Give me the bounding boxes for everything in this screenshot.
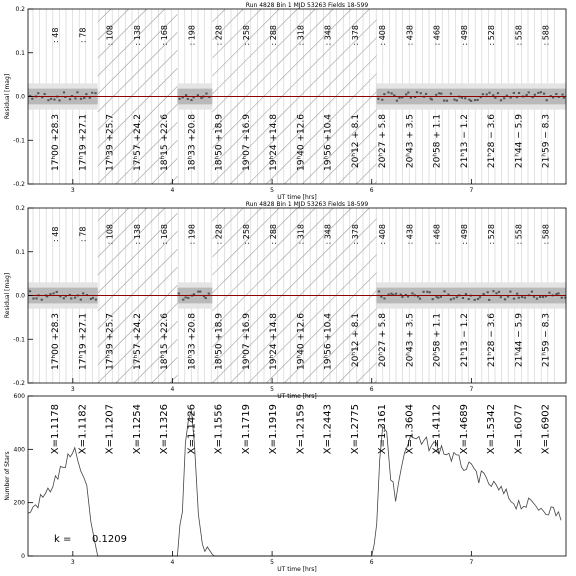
residual-point bbox=[470, 100, 472, 102]
residual-point bbox=[486, 93, 488, 95]
coord-label: 20ʰ58 + 1.1 bbox=[432, 114, 443, 169]
residual-point bbox=[47, 99, 49, 101]
residual-point bbox=[539, 296, 541, 298]
residual-point bbox=[477, 99, 479, 101]
residual-point bbox=[422, 291, 424, 293]
field-label: : 438 bbox=[405, 223, 415, 245]
residual-point bbox=[405, 93, 407, 95]
residual-point bbox=[492, 94, 494, 96]
airmass-label: X=1.2443 bbox=[322, 404, 334, 455]
residual-point bbox=[197, 94, 199, 96]
coord-label: 17ʰ19 +27.1 bbox=[78, 313, 89, 370]
coord-label: 17ʰ39 +25.7 bbox=[105, 313, 116, 370]
coord-label: 20ʰ12 + 8.1 bbox=[350, 313, 361, 368]
field-label: : 288 bbox=[269, 24, 279, 46]
coord-label: 18ʰ33 +20.8 bbox=[187, 114, 198, 171]
residual-point bbox=[456, 296, 458, 298]
residual-point bbox=[401, 296, 403, 298]
field-label: : 78 bbox=[78, 226, 88, 242]
field-label: : 48 bbox=[51, 226, 60, 242]
residual-point bbox=[494, 97, 496, 99]
residual-point bbox=[182, 299, 184, 301]
residual-point bbox=[474, 299, 476, 301]
x-tick-label: 4 bbox=[170, 559, 175, 566]
residual-point bbox=[536, 298, 538, 300]
residual-point bbox=[516, 293, 518, 295]
residual-point bbox=[49, 293, 51, 295]
residual-point bbox=[407, 92, 409, 94]
residual-point bbox=[70, 297, 72, 299]
field-label: : 408 bbox=[378, 223, 388, 245]
coord-label: 18ʰ15 +22.6 bbox=[160, 114, 171, 171]
residual-point bbox=[533, 296, 535, 298]
y-axis-label: Number of Stars bbox=[4, 451, 11, 501]
residual-point bbox=[548, 292, 550, 294]
residual-point bbox=[377, 98, 379, 100]
field-label: : 588 bbox=[541, 24, 551, 46]
residual-point bbox=[44, 93, 46, 95]
field-label: : 438 bbox=[405, 24, 415, 46]
residual-point bbox=[380, 296, 382, 298]
coord-label: 17ʰ00 +28.3 bbox=[51, 313, 61, 370]
y-tick-label: 0.1 bbox=[15, 248, 25, 256]
residual-point bbox=[85, 93, 87, 95]
residual-point bbox=[393, 94, 395, 96]
y-axis-label: Residual [mag] bbox=[4, 272, 11, 319]
residual-point bbox=[497, 92, 499, 94]
field-label: : 48 bbox=[51, 27, 60, 43]
coord-label: 20ʰ43 + 3.5 bbox=[405, 313, 416, 368]
x-tick-label: 5 bbox=[270, 559, 275, 566]
residual-point bbox=[456, 99, 458, 101]
residual-point bbox=[443, 290, 445, 292]
x-tick-label: 5 bbox=[270, 187, 275, 194]
x-tick-label: 3 bbox=[70, 386, 75, 393]
x-axis-label: UT time [hrs] bbox=[277, 566, 317, 573]
field-label: : 168 bbox=[160, 223, 170, 245]
residual-point bbox=[498, 291, 500, 293]
x-tick-label: 6 bbox=[369, 386, 374, 393]
field-label: : 408 bbox=[378, 24, 388, 46]
field-label: : 528 bbox=[487, 223, 497, 245]
coord-label: 20ʰ27 + 5.8 bbox=[378, 114, 389, 169]
x-tick-label: 5 bbox=[270, 386, 275, 393]
residual-point bbox=[462, 297, 464, 299]
residual-point bbox=[91, 92, 93, 94]
residual-point bbox=[89, 97, 91, 99]
residual-point bbox=[383, 297, 385, 299]
residual-point bbox=[500, 99, 502, 101]
residual-point bbox=[53, 98, 55, 100]
field-label: : 78 bbox=[78, 27, 88, 43]
residual-point bbox=[500, 296, 502, 298]
residual-point bbox=[95, 299, 97, 301]
coord-label: 17ʰ19 +27.1 bbox=[78, 113, 89, 171]
x-axis-label: UT time [hrs] bbox=[277, 194, 317, 201]
coord-label: 21ʰ28 − 3.6 bbox=[487, 313, 498, 368]
hatch-line bbox=[572, 9, 576, 184]
residual-point bbox=[69, 98, 71, 100]
residual-point bbox=[74, 97, 76, 99]
field-label: : 228 bbox=[214, 24, 224, 46]
residual-point bbox=[190, 99, 192, 101]
residual-point bbox=[187, 297, 189, 299]
residual-point bbox=[540, 91, 542, 93]
residual-point bbox=[492, 290, 494, 292]
field-label: : 348 bbox=[323, 24, 333, 46]
residual-point bbox=[528, 91, 530, 93]
residual-point bbox=[483, 293, 485, 295]
residual-point bbox=[187, 98, 189, 100]
airmass-label: X=1.1556 bbox=[213, 404, 225, 455]
residual-point bbox=[557, 292, 559, 294]
field-label: : 288 bbox=[269, 223, 279, 245]
field-label: : 498 bbox=[459, 24, 469, 46]
y-axis-label: Residual [mag] bbox=[4, 73, 11, 120]
chart-title-1: Run 4828 Bin 1 MJD 53263 Fields 18-599 bbox=[245, 2, 369, 9]
field-label: : 588 bbox=[541, 223, 551, 245]
residual-point bbox=[80, 98, 82, 100]
coord-label: 19ʰ40 +12.6 bbox=[296, 114, 307, 171]
airmass-label: X=1.2159 bbox=[295, 404, 307, 455]
residual-point bbox=[387, 91, 389, 93]
residual-point bbox=[504, 298, 506, 300]
field-label: : 108 bbox=[105, 223, 115, 245]
x-tick-label: 6 bbox=[369, 559, 374, 566]
coord-label: 18ʰ33 +20.8 bbox=[187, 313, 198, 370]
residual-point bbox=[76, 91, 78, 93]
y-tick-label: 0.2 bbox=[15, 205, 25, 212]
residual-point bbox=[546, 99, 548, 101]
residual-point bbox=[443, 100, 445, 102]
residual-point bbox=[435, 94, 437, 96]
y-tick-label: 400 bbox=[13, 446, 25, 454]
x-tick-label: 6 bbox=[369, 187, 374, 194]
residual-point bbox=[398, 97, 400, 99]
airmass-label: X=1.3161 bbox=[377, 404, 389, 455]
residual-point bbox=[453, 99, 455, 101]
x-axis-label: UT time [hrs] bbox=[277, 393, 317, 400]
y-tick-label: 600 bbox=[13, 393, 25, 400]
x-tick-label: 7 bbox=[469, 559, 474, 566]
coord-label: 20ʰ43 + 3.5 bbox=[405, 114, 416, 169]
residual-point bbox=[425, 93, 427, 95]
residual-point bbox=[561, 94, 563, 96]
coord-label: 17ʰ39 +25.7 bbox=[105, 113, 116, 171]
residual-point bbox=[438, 92, 440, 94]
residual-point bbox=[513, 298, 515, 300]
residual-point bbox=[461, 97, 463, 99]
k-label: k = bbox=[54, 534, 72, 545]
residual-point bbox=[185, 94, 187, 96]
residual-point bbox=[526, 94, 528, 96]
field-label: : 558 bbox=[514, 223, 524, 245]
residual-point bbox=[82, 292, 84, 294]
residual-point bbox=[396, 100, 398, 102]
residual-point bbox=[488, 299, 490, 301]
residual-point bbox=[390, 293, 392, 295]
x-tick-label: 3 bbox=[70, 187, 75, 194]
airmass-label: X=1.3604 bbox=[404, 404, 416, 455]
residual-point bbox=[474, 99, 476, 101]
coord-label: 21ʰ59 − 8.3 bbox=[541, 114, 552, 169]
field-label: : 258 bbox=[241, 223, 251, 245]
x-tick-label: 4 bbox=[170, 187, 175, 194]
residual-point bbox=[482, 93, 484, 95]
y-tick-label: -0.2 bbox=[13, 181, 25, 188]
coord-label: 20ʰ27 + 5.8 bbox=[378, 313, 389, 368]
residual-point bbox=[58, 99, 60, 101]
residual-point bbox=[555, 293, 557, 295]
residual-point bbox=[453, 298, 455, 300]
field-label: : 378 bbox=[350, 24, 360, 46]
airmass-label: X=1.2775 bbox=[349, 404, 361, 455]
residual-point bbox=[446, 100, 448, 102]
field-label: : 378 bbox=[350, 223, 360, 245]
residual-point bbox=[561, 297, 563, 299]
coord-label: 19ʰ24 +14.8 bbox=[269, 114, 280, 171]
airmass-label: X=1.1178 bbox=[50, 404, 61, 455]
y-tick-label: -0.1 bbox=[13, 137, 25, 145]
airmass-label: X=1.5342 bbox=[486, 404, 498, 455]
y-tick-label: 0.0 bbox=[15, 93, 25, 101]
coord-label: 18ʰ50 +18.9 bbox=[214, 313, 225, 370]
residual-point bbox=[479, 296, 481, 298]
residual-point bbox=[90, 298, 92, 300]
airmass-label: X=1.1326 bbox=[159, 404, 171, 455]
field-label: : 138 bbox=[132, 223, 142, 245]
airmass-label: X=1.1719 bbox=[240, 404, 252, 455]
coord-label: 19ʰ24 +14.8 bbox=[269, 313, 280, 370]
airmass-label: X=1.1919 bbox=[268, 404, 280, 455]
coord-label: 18ʰ15 +22.6 bbox=[160, 313, 171, 370]
residual-point bbox=[35, 297, 37, 299]
hatch-line bbox=[572, 208, 576, 383]
field-label: : 108 bbox=[105, 24, 115, 46]
residual-point bbox=[197, 291, 199, 293]
residual-point bbox=[419, 298, 421, 300]
field-label: : 198 bbox=[187, 223, 197, 245]
residual-point bbox=[429, 291, 431, 293]
x-tick-label: 4 bbox=[170, 386, 175, 393]
coord-label: 18ʰ50 +18.9 bbox=[214, 114, 225, 171]
field-label: : 228 bbox=[214, 223, 224, 245]
residual-point bbox=[477, 298, 479, 300]
residual-point bbox=[518, 92, 520, 94]
residual-point bbox=[543, 93, 545, 95]
residual-point bbox=[440, 296, 442, 298]
coord-label: 17ʰ57 +24.2 bbox=[132, 313, 143, 370]
residual-point bbox=[185, 296, 187, 298]
field-label: : 528 bbox=[487, 24, 497, 46]
residual-point bbox=[178, 98, 180, 100]
field-label: : 168 bbox=[160, 24, 170, 46]
residual-point bbox=[450, 298, 452, 300]
residual-point bbox=[542, 296, 544, 298]
residual-point bbox=[208, 293, 210, 295]
residual-point bbox=[464, 97, 466, 99]
y-tick-label: 0 bbox=[21, 553, 25, 560]
y-tick-label: -0.2 bbox=[13, 380, 25, 387]
residual-point bbox=[431, 99, 433, 101]
residual-point bbox=[178, 293, 180, 295]
residual-point bbox=[205, 93, 207, 95]
x-tick-label: 7 bbox=[469, 386, 474, 393]
field-label: : 138 bbox=[132, 24, 142, 46]
coord-label: 21ʰ59 − 8.3 bbox=[541, 313, 552, 368]
field-label: : 468 bbox=[432, 223, 442, 245]
hatch-line bbox=[566, 9, 576, 184]
field-label: : 348 bbox=[323, 223, 333, 245]
residual-point bbox=[426, 291, 428, 293]
residual-point bbox=[200, 97, 202, 99]
residual-point bbox=[432, 298, 434, 300]
residual-point bbox=[80, 299, 82, 301]
field-label: : 498 bbox=[459, 223, 469, 245]
field-label: : 468 bbox=[432, 24, 442, 46]
residual-point bbox=[416, 91, 418, 93]
field-label: : 318 bbox=[296, 223, 306, 245]
hatch-line bbox=[0, 9, 3, 184]
airmass-label: X=1.1182 bbox=[77, 404, 89, 455]
hatch-line bbox=[0, 208, 3, 383]
residual-point bbox=[378, 290, 380, 292]
residual-point bbox=[411, 292, 413, 294]
chart-title-2: Run 4828 Bin 1 MJD 53263 Fields 18-599 bbox=[245, 201, 369, 208]
residual-point bbox=[37, 92, 39, 94]
coord-label: 19ʰ40 +12.6 bbox=[296, 313, 307, 370]
coord-label: 21ʰ13 − 1.2 bbox=[459, 313, 470, 368]
x-tick-label: 7 bbox=[469, 187, 474, 194]
airmass-label: X=1.6902 bbox=[540, 404, 552, 455]
residual-point bbox=[487, 291, 489, 293]
y-tick-label: 0.2 bbox=[15, 6, 25, 13]
residual-point bbox=[63, 297, 65, 299]
airmass-label: X=1.4689 bbox=[458, 404, 470, 455]
residual-point bbox=[29, 290, 31, 292]
y-tick-label: 200 bbox=[13, 499, 25, 507]
residual-point bbox=[52, 292, 54, 294]
y-tick-label: -0.1 bbox=[13, 336, 25, 344]
residual-point bbox=[503, 97, 505, 99]
field-label: : 558 bbox=[514, 24, 524, 46]
field-label: : 198 bbox=[187, 24, 197, 46]
y-tick-label: 0.1 bbox=[15, 49, 25, 57]
residual-point bbox=[420, 92, 422, 94]
residual-point bbox=[437, 297, 439, 299]
coord-label: 17ʰ57 +24.2 bbox=[132, 114, 143, 171]
residual-point bbox=[531, 291, 533, 293]
residual-point bbox=[83, 97, 85, 99]
residual-point bbox=[488, 92, 490, 94]
x-tick-label: 3 bbox=[70, 559, 75, 566]
airmass-label: X=1.1254 bbox=[131, 404, 143, 455]
field-label: : 318 bbox=[296, 24, 306, 46]
airmass-label: X=1.4112 bbox=[431, 404, 443, 455]
residual-point bbox=[468, 298, 470, 300]
coord-label: 17ʰ00 +28.3 bbox=[51, 114, 61, 171]
residual-point bbox=[74, 297, 76, 299]
residual-point bbox=[410, 97, 412, 99]
k-value: 0.1209 bbox=[92, 534, 127, 545]
coord-label: 20ʰ12 + 8.1 bbox=[350, 114, 361, 169]
residual-point bbox=[94, 92, 96, 94]
residual-point bbox=[31, 98, 33, 100]
residual-point bbox=[199, 291, 201, 293]
residual-point bbox=[391, 92, 393, 94]
residual-point bbox=[395, 293, 397, 295]
residual-point bbox=[63, 91, 65, 93]
field-label: : 258 bbox=[241, 24, 251, 46]
coord-label: 21ʰ44 − 5.9 bbox=[514, 313, 525, 368]
coord-label: 19ʰ07 +16.9 bbox=[241, 313, 252, 370]
residual-point bbox=[56, 291, 58, 293]
coord-label: 20ʰ58 + 1.1 bbox=[432, 313, 443, 368]
residual-point bbox=[32, 298, 34, 300]
y-tick-label: 0.0 bbox=[15, 292, 25, 300]
residual-point bbox=[205, 297, 207, 299]
airmass-label: X=1.1426 bbox=[186, 404, 198, 455]
residual-point bbox=[537, 92, 539, 94]
coord-label: 21ʰ13 − 1.2 bbox=[459, 114, 470, 169]
residual-point bbox=[518, 297, 520, 299]
residual-point bbox=[440, 93, 442, 95]
residual-point bbox=[513, 92, 515, 94]
coord-label: 21ʰ28 − 3.6 bbox=[487, 114, 498, 169]
residual-point bbox=[521, 296, 523, 298]
residual-point bbox=[381, 99, 383, 101]
residual-point bbox=[524, 297, 526, 299]
residual-point bbox=[509, 291, 511, 293]
coord-label: 19ʰ07 +16.9 bbox=[241, 114, 252, 171]
coord-label: 19ʰ56 +10.4 bbox=[323, 114, 334, 171]
coord-label: 19ʰ56 +10.4 bbox=[323, 313, 334, 370]
residual-point bbox=[495, 292, 497, 294]
coord-label: 21ʰ44 − 5.9 bbox=[514, 114, 525, 169]
residual-point bbox=[450, 93, 452, 95]
hatch-line bbox=[566, 208, 576, 383]
residual-point bbox=[383, 93, 385, 95]
airmass-label: X=1.1207 bbox=[104, 404, 116, 455]
residual-point bbox=[50, 98, 52, 100]
residual-point bbox=[465, 293, 467, 295]
residual-point bbox=[92, 297, 94, 299]
residual-point bbox=[534, 94, 536, 96]
residual-point bbox=[41, 299, 43, 301]
residual-point bbox=[555, 93, 557, 95]
airmass-label: X=1.6077 bbox=[513, 404, 525, 455]
